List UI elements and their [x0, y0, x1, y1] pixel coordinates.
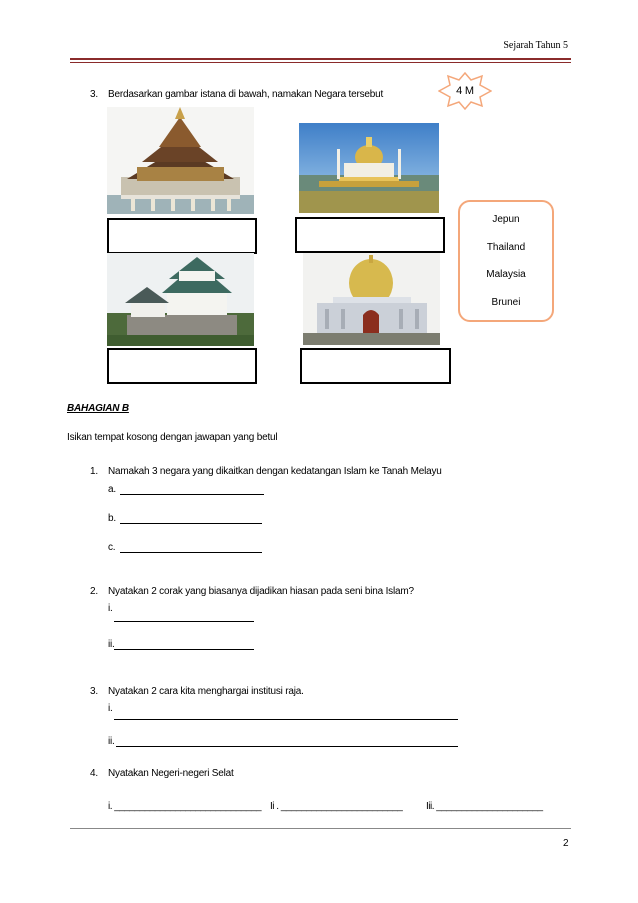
- options-box: [458, 200, 554, 322]
- page-number: 2: [563, 838, 569, 849]
- answer-line[interactable]: [120, 494, 264, 495]
- answer-box-3[interactable]: [107, 348, 257, 384]
- marks-label: 4 M: [456, 85, 474, 97]
- answer-label: b.: [108, 513, 116, 524]
- option-malaysia: Malaysia: [486, 269, 526, 280]
- answer-line[interactable]: [120, 523, 262, 524]
- answer-blank-3[interactable]: Iii. _____________________: [426, 801, 543, 812]
- answer-label: ii.: [108, 639, 115, 650]
- answer-blank-2[interactable]: Ii . ________________________: [270, 801, 403, 812]
- header-rule: [70, 58, 571, 60]
- japan-castle-image: [107, 253, 254, 346]
- question-text: Nyatakan 2 cara kita menghargai institusi raja.: [108, 686, 304, 697]
- question-number: 2.: [90, 586, 98, 597]
- footer-rule: [70, 828, 571, 829]
- question-text: Namakah 3 negara yang dikaitkan dengan kedatangan Islam ke Tanah Melayu: [108, 466, 442, 477]
- question-number: 3.: [90, 686, 98, 697]
- answer-box-2[interactable]: [295, 217, 445, 253]
- option-thailand: Thailand: [486, 242, 526, 253]
- question-number: 3.: [90, 89, 98, 100]
- answer-box-4[interactable]: [300, 348, 451, 384]
- answer-line[interactable]: [114, 649, 254, 650]
- answer-line[interactable]: [116, 746, 458, 747]
- thai-palace-image: [107, 107, 254, 214]
- question-number: 4.: [90, 768, 98, 779]
- answer-line[interactable]: [114, 719, 458, 720]
- answer-blank-1[interactable]: i. _____________________________: [108, 801, 262, 812]
- answer-box-1[interactable]: [107, 218, 257, 254]
- question-text: Nyatakan Negeri-negeri Selat: [108, 768, 234, 779]
- answer-label: ii.: [108, 736, 115, 747]
- answer-line[interactable]: [120, 552, 262, 553]
- document-header: Sejarah Tahun 5: [503, 40, 568, 51]
- option-jepun: Jepun: [492, 214, 520, 225]
- section-title: BAHAGIAN B: [67, 403, 129, 414]
- section-instruction: Isikan tempat kosong dengan jawapan yang betul: [67, 432, 278, 443]
- question-number: 1.: [90, 466, 98, 477]
- question-text: Berdasarkan gambar istana di bawah, namakan Negara tersebut: [108, 89, 384, 100]
- answer-line[interactable]: [114, 621, 254, 622]
- malaysia-palace-image: [303, 253, 440, 345]
- header-rule-thin: [70, 62, 571, 63]
- answer-label: c.: [108, 542, 116, 553]
- marks-badge: [438, 72, 492, 110]
- answer-label: i.: [108, 603, 113, 614]
- answer-label: i.: [108, 703, 113, 714]
- option-brunei: Brunei: [491, 297, 521, 308]
- answer-label: a.: [108, 484, 116, 495]
- brunei-palace-image: [299, 123, 439, 213]
- question-text: Nyatakan 2 corak yang biasanya dijadikan hiasan pada seni bina Islam?: [108, 586, 414, 597]
